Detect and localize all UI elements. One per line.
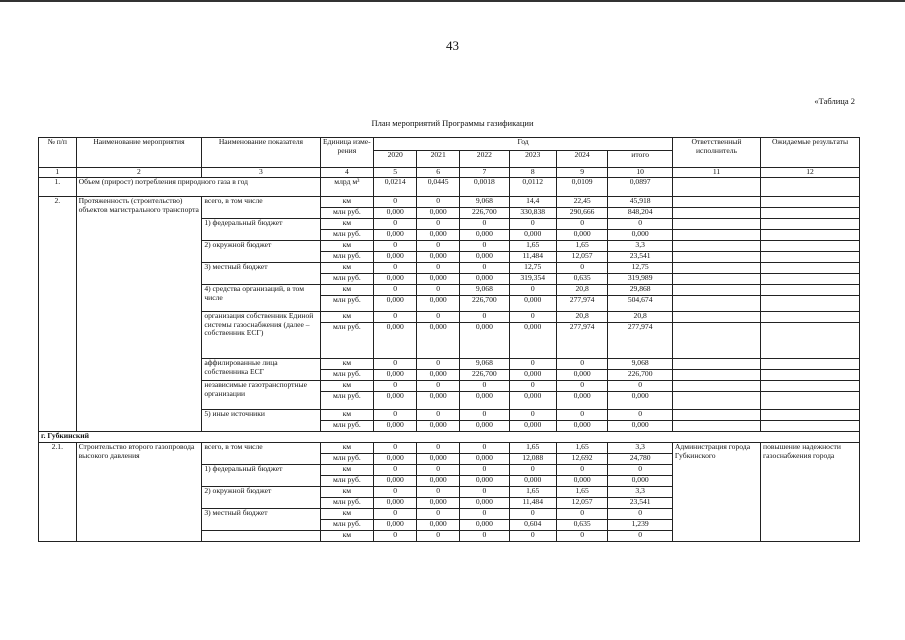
row-unit: км (320, 509, 374, 520)
value-cell: 0 (417, 465, 460, 476)
value-cell: 0 (417, 381, 460, 392)
value-cell: 0,000 (460, 274, 509, 285)
value-cell: 9,068 (460, 285, 509, 296)
value-cell: 20,8 (556, 285, 608, 296)
row-unit: млн руб. (320, 498, 374, 509)
row-responsible (672, 296, 760, 312)
value-cell: 12,692 (556, 454, 608, 465)
value-cell: 277,974 (556, 323, 608, 359)
value-cell: 0 (417, 197, 460, 208)
row-unit: млн руб. (320, 421, 374, 432)
row-unit: млн руб. (320, 520, 374, 531)
value-cell: 0,000 (556, 230, 608, 241)
value-cell: 0,000 (460, 476, 509, 487)
value-cell: 0,604 (509, 520, 556, 531)
row-unit: млн руб. (320, 392, 374, 410)
value-cell: 0,000 (374, 520, 417, 531)
row-responsible (672, 178, 760, 197)
header-results: Ожидаемые результаты (761, 138, 860, 168)
value-cell: 0,000 (374, 476, 417, 487)
value-cell: 0 (374, 285, 417, 296)
row-unit: млн руб. (320, 252, 374, 263)
value-cell: 9,068 (608, 359, 673, 370)
value-cell: 0 (608, 509, 673, 520)
row-indicator: 3) местный бюджет (202, 509, 320, 531)
value-cell: 0,000 (460, 252, 509, 263)
value-cell: 0 (460, 263, 509, 274)
value-cell: 0 (556, 509, 608, 520)
value-cell: 0,000 (417, 476, 460, 487)
table-reference: «Таблица 2 (814, 96, 855, 106)
row-results (761, 230, 860, 241)
value-cell: 0,000 (374, 454, 417, 465)
header-indicator: Наименование показателя (202, 138, 320, 168)
value-cell: 0,000 (460, 520, 509, 531)
value-cell: 0,000 (460, 421, 509, 432)
value-cell: 0 (374, 263, 417, 274)
value-cell: 0 (417, 531, 460, 542)
value-cell: 45,918 (608, 197, 673, 208)
value-cell: 0,000 (374, 421, 417, 432)
row-responsible (672, 370, 760, 381)
row-unit: км (320, 241, 374, 252)
value-cell: 0,635 (556, 274, 608, 285)
row-results (761, 312, 860, 323)
row-unit: км (320, 465, 374, 476)
row-responsible (672, 421, 760, 432)
value-cell: 0 (509, 531, 556, 542)
top-rule (0, 0, 905, 2)
table-title: План мероприятий Программы газификации (371, 118, 534, 128)
value-cell: 0,000 (374, 274, 417, 285)
row-unit: млн руб. (320, 274, 374, 285)
row-indicator: всего, в том числе (202, 197, 320, 219)
value-cell: 0,0445 (417, 178, 460, 197)
value-cell: 0,000 (556, 476, 608, 487)
column-number: 1 (39, 168, 77, 178)
value-cell: 226,700 (460, 208, 509, 219)
section-title: г. Губкинский (39, 432, 860, 443)
value-cell: 848,204 (608, 208, 673, 219)
value-cell: 226,700 (460, 370, 509, 381)
row-results (761, 392, 860, 410)
header-year-0: 2020 (374, 151, 417, 168)
value-cell: 277,974 (608, 323, 673, 359)
value-cell: 0 (460, 241, 509, 252)
value-cell: 12,75 (608, 263, 673, 274)
column-number: 10 (608, 168, 673, 178)
row-results (761, 241, 860, 252)
value-cell: 1,65 (556, 487, 608, 498)
value-cell: 12,057 (556, 498, 608, 509)
row-results (761, 381, 860, 392)
row-num: 2. (39, 197, 77, 432)
value-cell: 0 (374, 219, 417, 230)
column-number: 12 (761, 168, 860, 178)
value-cell: 0,0897 (608, 178, 673, 197)
value-cell: 0,000 (374, 498, 417, 509)
value-cell: 24,780 (608, 454, 673, 465)
row-unit: км (320, 410, 374, 421)
value-cell: 226,700 (460, 296, 509, 312)
row-indicator: аффилированные лица собственника ЕСГ (202, 359, 320, 381)
row-unit: км (320, 263, 374, 274)
value-cell: 0 (460, 381, 509, 392)
value-cell: 0,000 (417, 454, 460, 465)
value-cell: 0 (417, 410, 460, 421)
value-cell: 0 (374, 509, 417, 520)
value-cell: 0 (556, 531, 608, 542)
row-unit: км (320, 381, 374, 392)
value-cell: 12,088 (509, 454, 556, 465)
value-cell: 0 (417, 312, 460, 323)
value-cell: 0 (460, 410, 509, 421)
value-cell: 1,239 (608, 520, 673, 531)
value-cell: 0,000 (374, 208, 417, 219)
value-cell: 0,0112 (509, 178, 556, 197)
value-cell: 0 (608, 381, 673, 392)
value-cell: 0 (460, 312, 509, 323)
row-unit: км (320, 219, 374, 230)
value-cell: 0,000 (374, 252, 417, 263)
value-cell: 0 (374, 465, 417, 476)
row-event: Объем (прирост) потребления природного газа в год (76, 178, 320, 197)
value-cell: 0,000 (460, 454, 509, 465)
value-cell: 0,000 (460, 392, 509, 410)
column-number: 8 (509, 168, 556, 178)
row-indicator: 4) средства организаций, в том числе (202, 285, 320, 312)
row-indicator: 1) федеральный бюджет (202, 465, 320, 487)
value-cell: 0 (509, 312, 556, 323)
row-unit: км (320, 197, 374, 208)
value-cell: 0 (374, 410, 417, 421)
value-cell: 0,0109 (556, 178, 608, 197)
value-cell: 1,65 (556, 443, 608, 454)
value-cell: 0 (556, 219, 608, 230)
row-unit: км (320, 312, 374, 323)
value-cell: 0 (374, 443, 417, 454)
value-cell: 0,000 (417, 421, 460, 432)
column-number: 9 (556, 168, 608, 178)
row-results: повышение надежности газоснабжения города (761, 443, 860, 542)
value-cell: 0 (460, 531, 509, 542)
value-cell: 0 (417, 219, 460, 230)
value-cell: 0,0018 (460, 178, 509, 197)
column-number: 3 (202, 168, 320, 178)
value-cell: 0,000 (417, 520, 460, 531)
row-results (761, 323, 860, 359)
value-cell: 330,838 (509, 208, 556, 219)
value-cell: 0,000 (374, 370, 417, 381)
row-responsible (672, 359, 760, 370)
value-cell: 0,000 (417, 208, 460, 219)
row-event: Строительство второго газопровода высокого давления (76, 443, 202, 542)
value-cell: 0,000 (417, 392, 460, 410)
row-indicator: 1) федеральный бюджет (202, 219, 320, 241)
row-responsible (672, 263, 760, 274)
value-cell: 9,068 (460, 197, 509, 208)
value-cell: 0 (417, 443, 460, 454)
row-results (761, 274, 860, 285)
row-unit: млн руб. (320, 370, 374, 381)
row-unit: млн руб. (320, 296, 374, 312)
value-cell: 0 (608, 465, 673, 476)
value-cell: 0 (374, 197, 417, 208)
header-year-1: 2021 (417, 151, 460, 168)
value-cell: 1,65 (509, 487, 556, 498)
row-responsible (672, 274, 760, 285)
value-cell: 0 (374, 531, 417, 542)
value-cell: 3,3 (608, 443, 673, 454)
row-responsible (672, 197, 760, 208)
value-cell: 0 (460, 465, 509, 476)
row-responsible (672, 219, 760, 230)
row-responsible: Администрация города Губкинского (672, 443, 760, 542)
value-cell: 0 (608, 219, 673, 230)
value-cell: 0,000 (417, 323, 460, 359)
value-cell: 0,000 (374, 323, 417, 359)
value-cell: 1,65 (509, 241, 556, 252)
section-row (39, 432, 860, 443)
value-cell: 0,000 (509, 323, 556, 359)
row-indicator: 5) иные источники (202, 410, 320, 432)
header-event: Наименование мероприятия (76, 138, 202, 168)
row-results (761, 285, 860, 296)
row-results (761, 197, 860, 208)
row-unit: км (320, 359, 374, 370)
row-unit: км (320, 285, 374, 296)
value-cell: 0,000 (509, 392, 556, 410)
table-row (39, 197, 860, 208)
value-cell: 0,000 (509, 476, 556, 487)
value-cell: 0,000 (608, 230, 673, 241)
value-cell: 0,000 (417, 274, 460, 285)
value-cell: 0,000 (417, 296, 460, 312)
value-cell: 0 (608, 531, 673, 542)
value-cell: 0,000 (374, 296, 417, 312)
header-num: № п/п (39, 138, 77, 168)
value-cell: 277,974 (556, 296, 608, 312)
header-year-2: 2022 (460, 151, 509, 168)
value-cell: 0,000 (417, 370, 460, 381)
row-indicator: 2) окружной бюджет (202, 487, 320, 509)
table-row (39, 178, 860, 197)
value-cell: 11,484 (509, 498, 556, 509)
value-cell: 20,8 (608, 312, 673, 323)
row-results (761, 252, 860, 263)
row-results (761, 219, 860, 230)
row-results (761, 370, 860, 381)
row-results (761, 421, 860, 432)
value-cell: 0 (509, 285, 556, 296)
column-number: 6 (417, 168, 460, 178)
value-cell: 0,000 (556, 370, 608, 381)
row-num: 2.1. (39, 443, 77, 542)
value-cell: 0,000 (460, 230, 509, 241)
value-cell: 0 (417, 359, 460, 370)
row-indicator: 3) местный бюджет (202, 263, 320, 285)
value-cell: 0 (374, 359, 417, 370)
value-cell: 0,000 (374, 392, 417, 410)
row-event: Протяженность (строительство) объектов магистрального транспорта (76, 197, 202, 432)
row-results (761, 296, 860, 312)
row-indicator: всего, в том числе (202, 443, 320, 465)
value-cell: 29,868 (608, 285, 673, 296)
value-cell: 0 (374, 312, 417, 323)
row-responsible (672, 323, 760, 359)
value-cell: 0 (608, 410, 673, 421)
column-number: 4 (320, 168, 374, 178)
row-responsible (672, 285, 760, 296)
row-results (761, 178, 860, 197)
value-cell: 0 (460, 443, 509, 454)
value-cell: 0 (509, 410, 556, 421)
header-row (39, 138, 860, 151)
value-cell: 23,541 (608, 252, 673, 263)
value-cell: 0 (417, 509, 460, 520)
value-cell: 0 (509, 219, 556, 230)
value-cell: 23,541 (608, 498, 673, 509)
value-cell: 20,8 (556, 312, 608, 323)
row-results (761, 410, 860, 421)
value-cell: 0 (374, 381, 417, 392)
row-responsible (672, 392, 760, 410)
value-cell: 0 (417, 263, 460, 274)
row-num: 1. (39, 178, 77, 197)
value-cell: 0 (460, 219, 509, 230)
value-cell: 504,674 (608, 296, 673, 312)
value-cell: 0 (556, 263, 608, 274)
value-cell: 0 (374, 487, 417, 498)
value-cell: 0 (509, 381, 556, 392)
value-cell: 12,75 (509, 263, 556, 274)
value-cell: 0,000 (556, 392, 608, 410)
page-number: 43 (446, 38, 459, 53)
row-responsible (672, 312, 760, 323)
value-cell: 0 (509, 509, 556, 520)
row-results (761, 263, 860, 274)
value-cell: 22,45 (556, 197, 608, 208)
value-cell: 9,068 (460, 359, 509, 370)
row-responsible (672, 252, 760, 263)
table-row (39, 443, 860, 454)
column-number: 7 (460, 168, 509, 178)
value-cell: 0,000 (374, 230, 417, 241)
value-cell: 0 (509, 465, 556, 476)
row-results (761, 208, 860, 219)
value-cell: 319,989 (608, 274, 673, 285)
value-cell: 1,65 (556, 241, 608, 252)
value-cell: 1,65 (509, 443, 556, 454)
value-cell: 0 (374, 241, 417, 252)
row-indicator: 2) окружной бюджет (202, 241, 320, 263)
value-cell: 319,354 (509, 274, 556, 285)
value-cell: 0,000 (556, 421, 608, 432)
column-number: 11 (672, 168, 760, 178)
row-responsible (672, 230, 760, 241)
header-responsible: Ответственный исполнитель (672, 138, 760, 168)
value-cell: 226,700 (608, 370, 673, 381)
row-unit: км (320, 531, 374, 542)
value-cell: 0,635 (556, 520, 608, 531)
value-cell: 0 (556, 465, 608, 476)
value-cell: 0 (556, 359, 608, 370)
value-cell: 0 (460, 487, 509, 498)
row-responsible (672, 241, 760, 252)
row-indicator (202, 531, 320, 542)
row-responsible (672, 381, 760, 392)
column-number: 2 (76, 168, 202, 178)
value-cell: 0 (417, 241, 460, 252)
column-numbers-row (39, 168, 860, 178)
header-year-3: 2023 (509, 151, 556, 168)
column-number: 5 (374, 168, 417, 178)
value-cell: 12,057 (556, 252, 608, 263)
row-unit: млн руб. (320, 208, 374, 219)
header-unit: Единица изме-рения (320, 138, 374, 168)
row-unit: км (320, 487, 374, 498)
value-cell: 0,0214 (374, 178, 417, 197)
row-unit: млн руб. (320, 454, 374, 465)
row-unit: км (320, 443, 374, 454)
value-cell: 0,000 (509, 296, 556, 312)
header-year-4: 2024 (556, 151, 608, 168)
value-cell: 3,3 (608, 241, 673, 252)
value-cell: 0 (509, 359, 556, 370)
row-results (761, 359, 860, 370)
value-cell: 0,000 (608, 392, 673, 410)
row-responsible (672, 208, 760, 219)
value-cell: 0,000 (608, 476, 673, 487)
row-unit: млн руб. (320, 323, 374, 359)
header-year: Год (374, 138, 673, 151)
row-unit: млн руб. (320, 476, 374, 487)
value-cell: 0 (460, 509, 509, 520)
header-year-5: итого (608, 151, 673, 168)
value-cell: 0 (417, 487, 460, 498)
value-cell: 0 (556, 381, 608, 392)
value-cell: 0,000 (509, 230, 556, 241)
value-cell: 0 (556, 410, 608, 421)
gasification-plan-table (38, 137, 860, 542)
value-cell: 0,000 (509, 421, 556, 432)
value-cell: 11,484 (509, 252, 556, 263)
row-indicator: организация собственник Единой системы газоснабжения (далее – собственник ЕСГ) (202, 312, 320, 359)
value-cell: 3,3 (608, 487, 673, 498)
value-cell: 0,000 (608, 421, 673, 432)
row-unit: млрд м³ (320, 178, 374, 197)
value-cell: 0 (417, 285, 460, 296)
value-cell: 0,000 (460, 323, 509, 359)
value-cell: 0,000 (460, 498, 509, 509)
value-cell: 0,000 (417, 498, 460, 509)
value-cell: 0,000 (509, 370, 556, 381)
value-cell: 0,000 (417, 252, 460, 263)
row-responsible (672, 410, 760, 421)
value-cell: 0,000 (417, 230, 460, 241)
value-cell: 14,4 (509, 197, 556, 208)
row-indicator: независимые газотранспортные организации (202, 381, 320, 410)
value-cell: 290,666 (556, 208, 608, 219)
row-unit: млн руб. (320, 230, 374, 241)
